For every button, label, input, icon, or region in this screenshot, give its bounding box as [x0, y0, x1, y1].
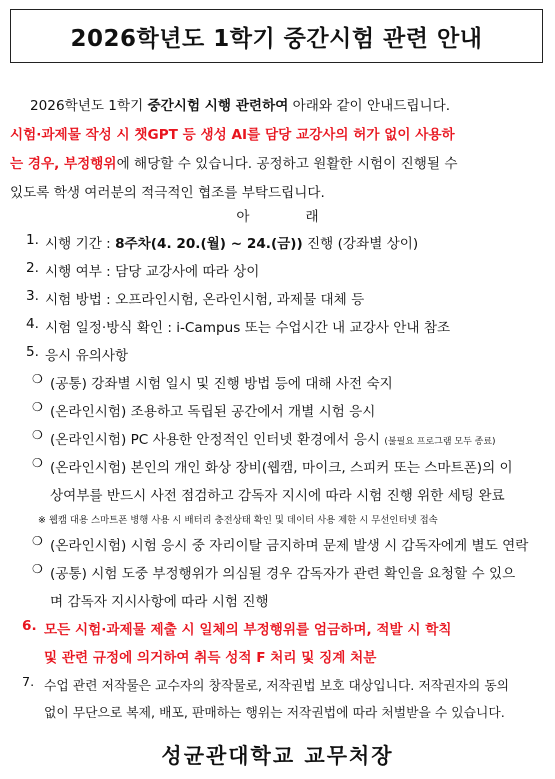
bullet-text: (온라인시험) 조용하고 독립된 공간에서 개별 시험 응시 — [50, 404, 376, 420]
item-number: 4. — [26, 316, 39, 332]
item-post: 진행 (강좌별 상이) — [302, 236, 419, 252]
warning-text-1: 시험·과제물 작성 시 챗GPT 등 생성 AI를 담당 교강사의 허가 없이 사용하 — [10, 127, 455, 143]
circle-bullet-icon: ❍ — [32, 562, 43, 576]
item-number: 7. — [22, 675, 35, 690]
intro-bold: 중간시험 시행 관련하여 — [147, 98, 289, 114]
item-text: 수업 관련 저작물은 교수자의 창작물로, 저작권법 보호 대상입니다. 저작권자의 동의 — [44, 679, 510, 694]
item-number: 6. — [22, 618, 37, 634]
bullet-text: (온라인시험) 본인의 개인 화상 장비(웹캠, 마이크, 스피커 또는 스마트폰)의 이 — [50, 460, 513, 476]
intro-line-3 — [10, 150, 545, 179]
circle-bullet-icon: ❍ — [32, 534, 43, 548]
circle-bullet-icon: ❍ — [32, 400, 43, 414]
warning-text-2: 는 경우, 부정행위 — [10, 156, 117, 172]
section-label: 아래 — [236, 209, 375, 225]
intro-text-end: 아래와 같이 안내드립니다. — [288, 98, 451, 114]
bullet-main: (온라인시험) PC 사용한 안정적인 인터넷 환경에서 응시 — [50, 432, 385, 448]
item-pre: 시행 기간 : — [45, 236, 116, 252]
intro-line-1 — [10, 92, 545, 121]
title-box — [10, 9, 543, 63]
item-number: 2. — [26, 260, 39, 276]
bullet-text-cont: 며 감독자 지시사항에 따라 시험 진행 — [50, 594, 269, 610]
footer-signature: 성균관대학교 교무처장 — [161, 744, 394, 768]
bullet-text: (공통) 강좌별 시험 일시 및 진행 방법 등에 대해 사전 숙지 — [50, 376, 393, 392]
bullet-text: (공통) 시험 도중 부정행위가 의심될 경우 감독자가 관련 확인을 요청할 수 있으 — [50, 566, 516, 582]
item-bold: 8주차(4. 20.(월) ~ 24.(금)) — [115, 236, 303, 252]
bullet-text — [50, 428, 496, 448]
item-number: 1. — [26, 232, 39, 248]
item-text: 응시 유의사항 — [45, 348, 129, 364]
bullet-small-note: (불필요 프로그램 모두 종료) — [384, 437, 496, 447]
item-text: 시험 방법 : 오프라인시험, 온라인시험, 과제물 대체 등 — [45, 292, 365, 308]
intro-paragraph — [10, 92, 545, 208]
intro-text: 2026학년도 1학기 — [30, 98, 148, 114]
item-text-cont: 없이 무단으로 복제, 배포, 판매하는 행위는 저작권법에 따라 처벌받을 수 있습니다. — [44, 706, 505, 721]
item-text — [45, 232, 418, 252]
bullet-text: (온라인시험) 시험 응시 중 자리이탈 금지하며 문제 발생 시 감독자에게 별도 연락 — [50, 538, 529, 554]
circle-bullet-icon: ❍ — [32, 372, 43, 386]
circle-bullet-icon: ❍ — [32, 428, 43, 442]
note-text: ※ 웹캠 대용 스마트폰 병행 사용 시 배터리 충전상태 확인 및 데이터 사용 제한 시 무선인터넷 접속 — [38, 515, 438, 526]
bullet-text-cont: 상여부를 반드시 사전 점검하고 감독자 지시에 따라 시험 진행 위한 세팅 완료 — [50, 488, 505, 504]
item-number: 5. — [26, 344, 39, 360]
item-text: 시험 일정·방식 확인 : i-Campus 또는 수업시간 내 교강사 안내 참조 — [45, 320, 451, 336]
item-text-cont: 및 관련 규정에 의거하여 취득 성적 F 처리 및 징계 처분 — [44, 650, 377, 666]
item-text: 시행 여부 : 담당 교강사에 따라 상이 — [45, 264, 260, 280]
circle-bullet-icon: ❍ — [32, 456, 43, 470]
intro-line-2 — [10, 121, 545, 150]
item-text: 모든 시험·과제물 제출 시 일체의 부정행위를 엄금하며, 적발 시 학칙 — [44, 622, 452, 638]
page-title: 2026학년도 1학기 중간시험 관련 안내 — [70, 25, 483, 52]
intro-text-2: 에 해당할 수 있습니다. 공정하고 원활한 시험이 진행될 수 — [116, 156, 458, 172]
intro-line-4: 있도록 학생 여러분의 적극적인 협조를 부탁드립니다. — [10, 185, 325, 201]
item-number: 3. — [26, 288, 39, 304]
